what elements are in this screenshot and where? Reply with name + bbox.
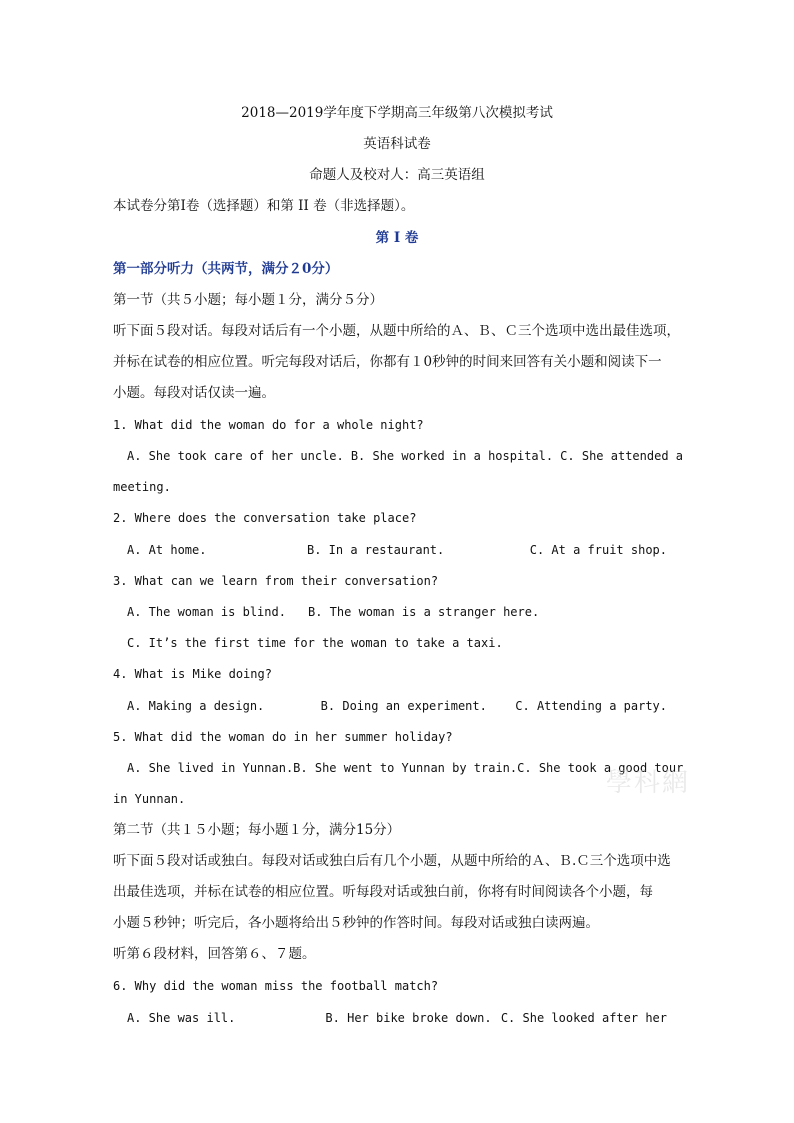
volume-title: 第 I 卷 xyxy=(375,230,419,246)
question-1-option-b: B. She worked in a hospital. xyxy=(350,449,554,463)
question-5-option-a: A. She lived in Yunnan. xyxy=(127,761,294,775)
question-5-option-c: C. She took a good tour xyxy=(517,761,684,775)
question-1-option-c: C. She attended a xyxy=(560,449,683,463)
question-4-option-b: B. Doing an experiment. xyxy=(320,699,487,713)
question-5-options xyxy=(127,758,683,778)
question-4-stem: 4. What is Mike doing? xyxy=(113,667,272,681)
part1-title: 第一部分听力（共两节，满分２0分） xyxy=(113,261,339,277)
question-3-option-a: A. The woman is blind. xyxy=(127,605,286,619)
question-6-option-a: A. She was ill. xyxy=(127,1011,236,1025)
question-6-option-c: C. She looked after her xyxy=(500,1011,667,1025)
exam-subject: 英语科试卷 xyxy=(363,136,431,152)
question-2-option-c: C. At a fruit shop. xyxy=(529,543,667,557)
section2-instruction-line-2: 出最佳选项，并标在试卷的相应位置。听每段对话或独白前，你将有时间阅读各个小题，每 xyxy=(113,884,653,900)
question-5-option-b: B. She went to Yunnan by train. xyxy=(293,761,518,775)
question-2-option-b: B. In a restaurant. xyxy=(306,543,445,557)
question-5-stem: 5. What did the woman do in her summer holiday? xyxy=(113,730,453,744)
question-3-options-ab xyxy=(127,602,667,622)
question-6-stem: 6. Why did the woman miss the football match? xyxy=(113,979,439,993)
watermark: 學科網 xyxy=(606,768,691,798)
question-4-options xyxy=(127,696,667,716)
question-2-option-a: A. At home. xyxy=(127,543,207,557)
material-6-heading: 听第６段材料，回答第６、７题。 xyxy=(113,946,316,962)
section2-instruction-line-1: 听下面５段对话或独白。每段对话或独白后有几个小题，从题中所给的Ａ、Ｂ.Ｃ三个选项中选 xyxy=(113,853,671,869)
section1-instruction-line-2: 并标在试卷的相应位置。听完每段对话后，你都有１0秒钟的时间来回答有关小题和阅读下一 xyxy=(113,354,662,370)
question-6-options xyxy=(127,1008,667,1028)
question-4-option-a: A. Making a design. xyxy=(127,699,265,713)
section1-instruction-line-1: 听下面５段对话。每段对话后有一个小题，从题中所给的Ａ、Ｂ、Ｃ三个选项中选出最佳选项， xyxy=(113,323,680,339)
question-1-option-c-continued: meeting. xyxy=(113,480,171,494)
question-1-stem: 1. What did the woman do for a whole night? xyxy=(113,418,424,432)
question-3-stem: 3. What can we learn from their conversation? xyxy=(113,574,439,588)
question-2-options xyxy=(127,540,667,560)
question-2-stem: 2. Where does the conversation take place? xyxy=(113,511,417,525)
exam-author: 命题人及校对人：高三英语组 xyxy=(309,167,485,183)
question-6-option-b: B. Her bike broke down. xyxy=(325,1011,492,1025)
question-1-options xyxy=(127,446,683,466)
section2-instruction-line-3: 小题５秒钟；听完后，各小题将给出５秒钟的作答时间。每段对话或独白读两遍。 xyxy=(113,915,599,931)
question-1-option-a: A. She took care of her uncle. xyxy=(127,449,344,463)
exam-title: 2018—2019学年度下学期高三年级第八次模拟考试 xyxy=(241,105,553,121)
question-3-option-b: B. The woman is a stranger here. xyxy=(308,605,540,619)
section1-instruction-line-3: 小题。每段对话仅读一遍。 xyxy=(113,385,275,401)
intro-text: 本试卷分第Ⅰ卷（选择题）和第 II 卷（非选择题）。 xyxy=(113,198,415,214)
section1-title: 第一节（共５小题；每小题１分，满分５分） xyxy=(113,292,383,308)
question-4-option-c: C. Attending a party. xyxy=(515,699,667,713)
section2-title: 第二节（共１５小题；每小题１分，满分15分） xyxy=(113,822,401,838)
question-5-option-c-continued: in Yunnan. xyxy=(113,792,186,806)
question-3-option-c: C. It’s the first time for the woman to take a taxi. xyxy=(127,636,503,650)
